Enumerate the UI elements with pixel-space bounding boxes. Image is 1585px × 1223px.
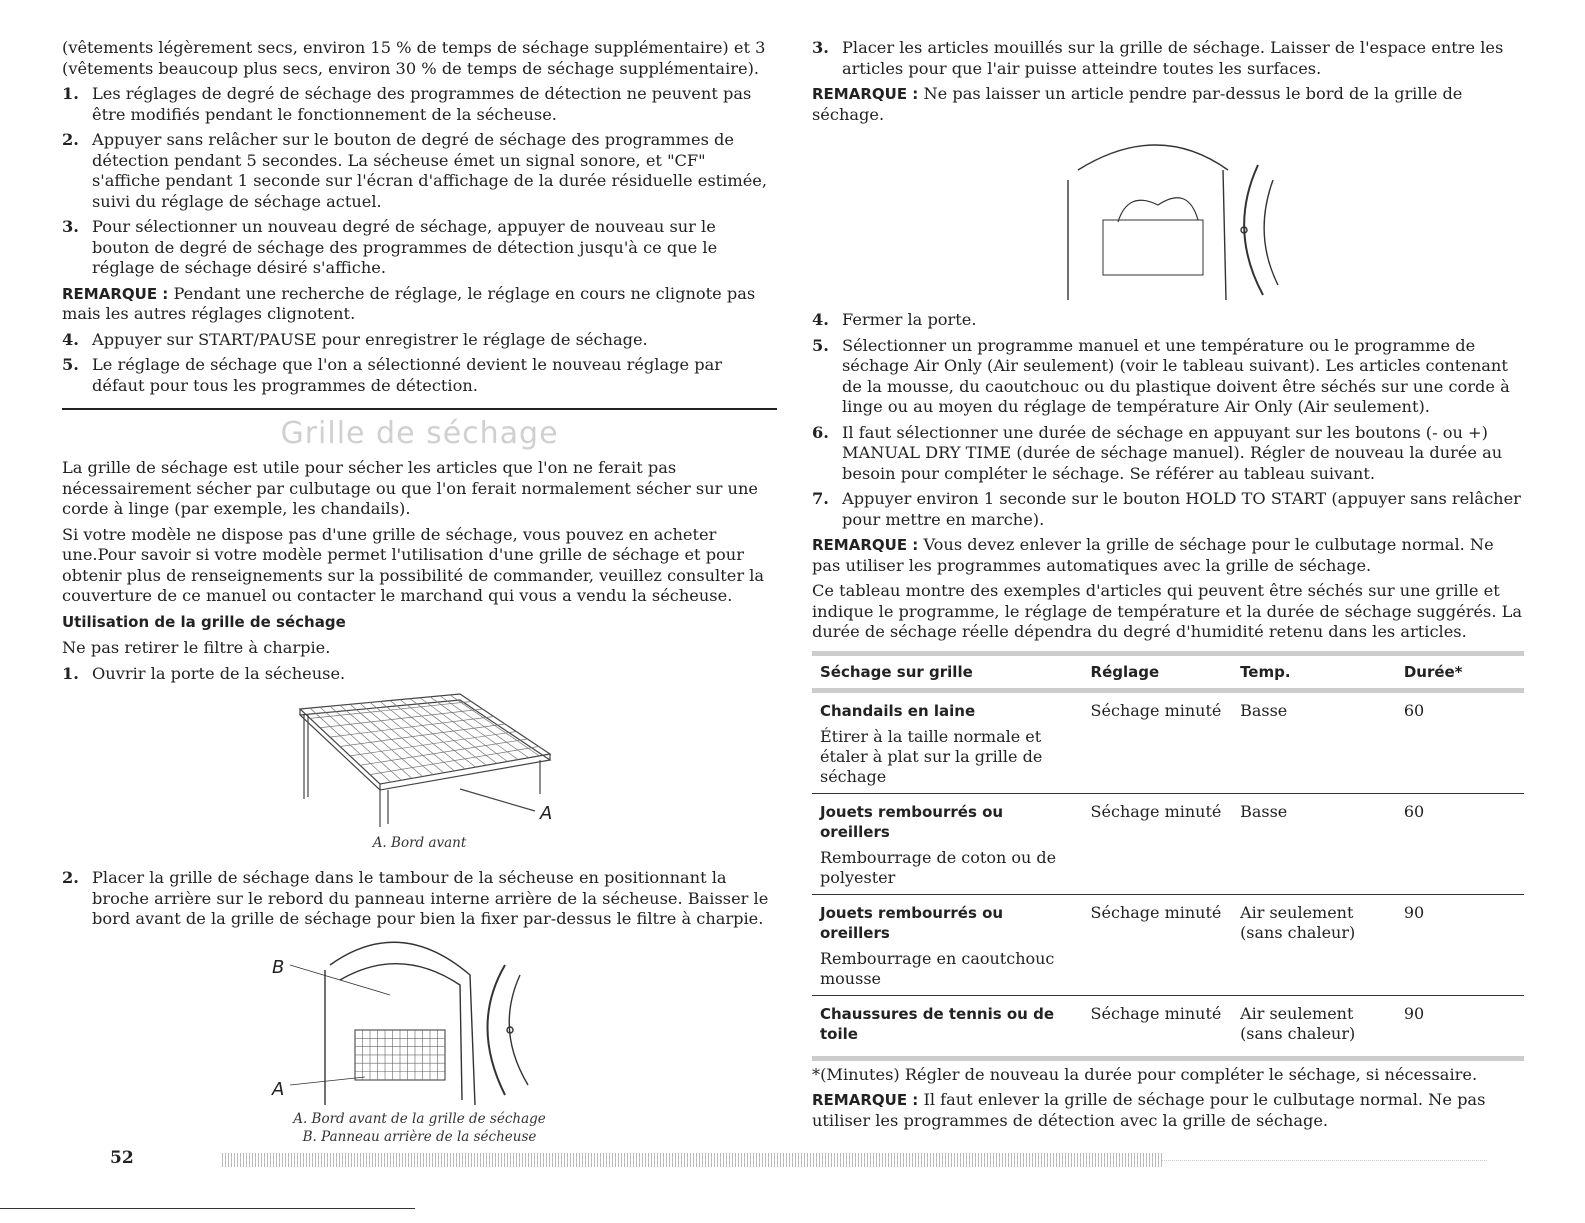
table-cell xyxy=(1232,690,1396,793)
page-footer xyxy=(62,1150,1487,1170)
note-paragraph xyxy=(62,284,777,325)
step-text: Appuyer environ 1 seconde sur le bouton HOLD TO START (appuyer sans relâcher pour mettre en marche). xyxy=(842,489,1521,529)
figure-caption: B. Panneau arrière de la sécheuse xyxy=(302,1128,537,1145)
step-number: 3. xyxy=(62,217,79,236)
table-header: Durée* xyxy=(1396,653,1524,690)
step-number: 1. xyxy=(62,84,79,103)
table-header-row xyxy=(812,653,1524,690)
list-item xyxy=(62,355,777,396)
list-item xyxy=(812,310,1524,331)
step-text: Fermer la porte. xyxy=(842,310,977,329)
table-cell: Séchage minuté xyxy=(1083,793,1233,894)
items-on-rack-illustration xyxy=(1048,130,1288,310)
item-name: Jouets rembourrés ou oreillers xyxy=(820,903,1004,942)
figure-label-a: A xyxy=(271,1078,284,1100)
table-cell xyxy=(1232,894,1396,995)
table-cell xyxy=(812,894,1083,995)
list-item xyxy=(62,217,777,279)
figure-caption: A. Bord avant de la grille de séchage xyxy=(293,1110,546,1127)
filter-note: Ne pas retirer le filtre à charpie. xyxy=(62,638,331,657)
step-number: 5. xyxy=(62,355,79,374)
step-text: Appuyer sans relâcher sur le bouton de degré de séchage des programmes de détection pendant 5 secondes. La sécheuse émet un signal sonore, et "CF" s'affiche pendant 1 seconde sur l'écran d'affichage de la durée résiduelle estimée, suivi du réglage de séchage actuel. xyxy=(92,130,767,211)
note-text: Ne pas laisser un article pendre par-dessus le bord de la grille de séchage. xyxy=(812,84,1463,124)
step-text: Ouvrir la porte de la sécheuse. xyxy=(92,663,346,683)
steps-list-right xyxy=(812,310,1524,530)
step-text: Placer les articles mouillés sur la grille de séchage. Laisser de l'espace entre les articles pour que l'air puisse atteindre toutes les surfaces. xyxy=(842,38,1504,78)
figure-label: A xyxy=(539,803,552,824)
item-description: Rembourrage en caoutchouc mousse xyxy=(820,948,1055,988)
drying-rack-illustration xyxy=(260,689,580,834)
table-row xyxy=(812,690,1524,793)
table-cell: Séchage minuté xyxy=(1083,894,1233,995)
table-header: Temp. xyxy=(1232,653,1396,690)
table-footnote: *(Minutes) Régler de nouveau la durée pour compléter le séchage, si nécessaire. xyxy=(812,1064,1478,1084)
temp-subvalue: (sans chaleur) xyxy=(1240,922,1356,942)
table-cell: 60 xyxy=(1396,793,1524,894)
step-number: 3. xyxy=(812,38,829,57)
list-item xyxy=(62,130,777,212)
figure-caption: A. Bord avant xyxy=(372,835,467,851)
section-title: Grille de séchage xyxy=(280,416,559,451)
figure-label-b: B xyxy=(271,956,284,978)
table-row xyxy=(812,793,1524,894)
step-number: 7. xyxy=(812,489,829,508)
table-row xyxy=(812,995,1524,1058)
section-divider xyxy=(62,408,777,410)
item-name: Chaussures de tennis ou de toile xyxy=(820,1004,1054,1043)
step-text: Appuyer sur START/PAUSE pour enregistrer le réglage de séchage. xyxy=(92,329,648,349)
table-cell xyxy=(1232,793,1396,894)
note-label: REMARQUE : xyxy=(812,85,919,103)
table-cell: 90 xyxy=(1396,995,1524,1058)
table-cell: Séchage minuté xyxy=(1083,690,1233,793)
table-header: Séchage sur grille xyxy=(812,653,1083,690)
table-cell xyxy=(812,793,1083,894)
note-text: Vous devez enlever la grille de séchage pour le culbutage normal. Ne pas utiliser les programmes automatiques avec la grille de séchage. xyxy=(812,535,1494,575)
item-name: Chandails en laine xyxy=(820,701,976,720)
note-label: REMARQUE : xyxy=(812,536,919,554)
body-paragraph: La grille de séchage est utile pour sécher les articles que l'on ne ferait pas nécessairement sécher par culbutage ou que l'on ferait normalement sécher sur une corde à linge (par exemple, les chandails). xyxy=(62,458,758,518)
table-header: Réglage xyxy=(1083,653,1233,690)
step-text: Les réglages de degré de séchage des programmes de détection ne peuvent pas être modifiés pendant le fonctionnement de la sécheuse. xyxy=(92,84,752,124)
temp-subvalue: (sans chaleur) xyxy=(1240,1023,1356,1043)
list-item xyxy=(812,423,1524,485)
steps-list-2 xyxy=(62,330,777,397)
item-description: Rembourrage de coton ou de polyester xyxy=(820,847,1057,887)
step-number: 5. xyxy=(812,335,829,355)
subheading: Utilisation de la grille de séchage xyxy=(62,612,346,631)
step-text: Pour sélectionner un nouveau degré de séchage, appuyer de nouveau sur le bouton de degré de séchage des programmes de détection jusqu'à ce que le réglage de séchage désiré s'affiche. xyxy=(92,217,718,277)
step-number: 4. xyxy=(62,329,79,349)
drying-table xyxy=(812,651,1524,1061)
temp-value: Basse xyxy=(1240,700,1288,720)
step-text: Le réglage de séchage que l'on a sélectionné devient le nouveau réglage par défaut pour tous les programmes de détection. xyxy=(92,355,722,395)
step-number: 4. xyxy=(812,310,829,329)
note-paragraph xyxy=(812,535,1524,576)
body-paragraph: Si votre modèle ne dispose pas d'une grille de séchage, vous pouvez en acheter une.Pour savoir si votre modèle permet l'utilisation d'une grille de séchage et pour obtenir plus de renseignements sur la possibilité de commander, veuillez consulter la couverture de ce manuel ou contacter le marchand qui vous a vendu la sécheuse. xyxy=(62,524,765,605)
table-cell xyxy=(812,690,1083,793)
step-text: Sélectionner un programme manuel et une température ou le programme de séchage Air Only (Air seulement) (voir le tableau suivant). Les articles contenant de la mousse, du caoutchouc ou du plastique doivent être séchés sur une corde à linge ou au moyen du réglage de température Air Only (Air seulement). xyxy=(842,335,1510,416)
footer-bar xyxy=(222,1153,1162,1167)
note-text: Pendant une recherche de réglage, le réglage en cours ne clignote pas mais les autres réglages clignotent. xyxy=(62,283,756,323)
table-cell: Séchage minuté xyxy=(1083,995,1233,1058)
list-item xyxy=(812,38,1524,79)
table-cell: 60 xyxy=(1396,690,1524,793)
left-column xyxy=(62,38,777,1146)
note-label: REMARQUE : xyxy=(812,1091,919,1109)
page-number: 52 xyxy=(110,1148,134,1168)
table-row xyxy=(812,894,1524,995)
list-item xyxy=(812,336,1524,418)
item-description: Étirer à la taille normale et étaler à plat sur la grille de séchage xyxy=(820,726,1043,786)
temp-value: Air seulement xyxy=(1240,1003,1354,1023)
step-number: 6. xyxy=(812,422,829,442)
step-text: Il faut sélectionner une durée de séchage en appuyant sur les boutons (- ou +) MANUAL DRY TIME (durée de séchage manuel). Régler de nouveau la durée au besoin pour compléter le séchage. Se référer au tableau suivant. xyxy=(842,422,1503,483)
intro-paragraph: (vêtements légèrement secs, environ 15 % de temps de séchage supplémentaire) et 3 (vêtements beaucoup plus secs, environ 30 % de temps de séchage supplémentaire). xyxy=(62,38,766,78)
note-label: REMARQUE : xyxy=(62,284,169,303)
step-text: Placer la grille de séchage dans le tambour de la sécheuse en positionnant la broche arrière sur le rebord du panneau interne arrière de la sécheuse. Baisser le bord avant de la grille de séchage pour bien la fixer par-dessus le filtre à charpie. xyxy=(92,868,769,928)
note-paragraph xyxy=(812,84,1524,125)
note-paragraph xyxy=(812,1090,1524,1131)
step-number: 2. xyxy=(62,868,79,887)
list-item xyxy=(62,330,777,351)
table-cell xyxy=(1232,995,1396,1058)
step-number: 1. xyxy=(62,663,79,683)
table-intro: Ce tableau montre des exemples d'articles qui peuvent être séchés sur une grille et indique le programme, le réglage de température et la durée de séchage suggérés. La durée de séchage réelle dépendra du degré d'humidité retenu dans les articles. xyxy=(812,581,1523,641)
table-cell xyxy=(812,995,1083,1058)
step-number: 2. xyxy=(62,130,79,149)
list-item xyxy=(62,868,777,930)
list-item xyxy=(812,489,1524,530)
item-name: Jouets rembourrés ou oreillers xyxy=(820,802,1004,841)
right-column xyxy=(812,38,1524,1136)
rack-in-drum-illustration xyxy=(270,935,570,1110)
footer-rule xyxy=(1162,1160,1487,1161)
note-text: Il faut enlever la grille de séchage pour le culbutage normal. Ne pas utiliser les programmes de détection avec la grille de séchage. xyxy=(812,1090,1486,1130)
table-cell: 90 xyxy=(1396,894,1524,995)
steps-list-1 xyxy=(62,84,777,279)
temp-value: Air seulement xyxy=(1240,902,1354,922)
list-item xyxy=(62,84,777,125)
list-item xyxy=(62,664,777,685)
bottom-rule xyxy=(0,1208,415,1209)
temp-value: Basse xyxy=(1240,801,1288,821)
